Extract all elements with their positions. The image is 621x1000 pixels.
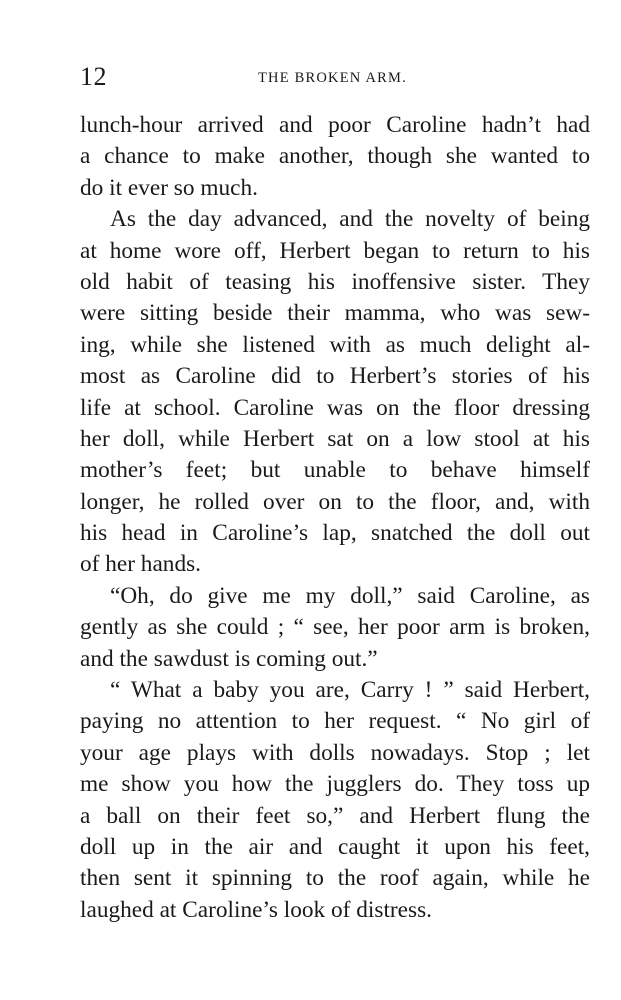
text-line: mother’s feet; but unable to behave himself	[80, 457, 590, 484]
text-line: gently as she could ; “ see, her poor arm is broken,	[80, 614, 590, 641]
text-line: old habit of teasing his inoffensive sister. They	[80, 268, 590, 295]
text-line: do it ever so much.	[80, 174, 258, 201]
text-line: were sitting beside their mamma, who was sew-	[80, 300, 590, 327]
text-line: laughed at Caroline’s look of distress.	[80, 896, 432, 923]
text-line: at home wore off, Herbert began to return to his	[80, 237, 590, 264]
text-line: “Oh, do give me my doll,” said Caroline, as	[110, 582, 590, 609]
text-line: a chance to make another, though she wanted to	[80, 143, 590, 170]
page-header	[80, 62, 590, 92]
text-line: As the day advanced, and the novelty of being	[110, 206, 590, 233]
text-line: life at school. Caroline was on the floor dressing	[80, 394, 590, 421]
text-line: most as Caroline did to Herbert’s stories of his	[80, 363, 590, 390]
text-line: paying no attention to her request. “ No girl of	[80, 708, 590, 735]
text-line: “ What a baby you are, Carry ! ” said Herbert,	[110, 677, 590, 704]
text-line: then sent it spinning to the roof again, while he	[80, 865, 590, 892]
page-number: 12	[80, 62, 107, 91]
text-line: me show you how the jugglers do. They toss up	[80, 771, 590, 798]
text-line: a ball on their feet so,” and Herbert flung the	[80, 802, 590, 829]
text-line: lunch-hour arrived and poor Caroline hadn’t had	[80, 112, 590, 138]
text-line: her doll, while Herbert sat on a low stool at his	[80, 425, 590, 452]
text-line: his head in Caroline’s lap, snatched the doll out	[80, 520, 590, 547]
text-line: and the sawdust is coming out.”	[80, 645, 378, 672]
text-line: ing, while she listened with as much delight al-	[80, 331, 590, 358]
body-text	[80, 110, 590, 926]
text-line: of her hands.	[80, 551, 201, 578]
text-line: your age plays with dolls nowadays. Stop ; let	[80, 739, 590, 766]
text-line: longer, he rolled over on to the floor, and, with	[80, 488, 590, 515]
running-title: THE BROKEN ARM.	[258, 70, 407, 86]
text-line: doll up in the air and caught it upon his feet,	[80, 833, 590, 860]
